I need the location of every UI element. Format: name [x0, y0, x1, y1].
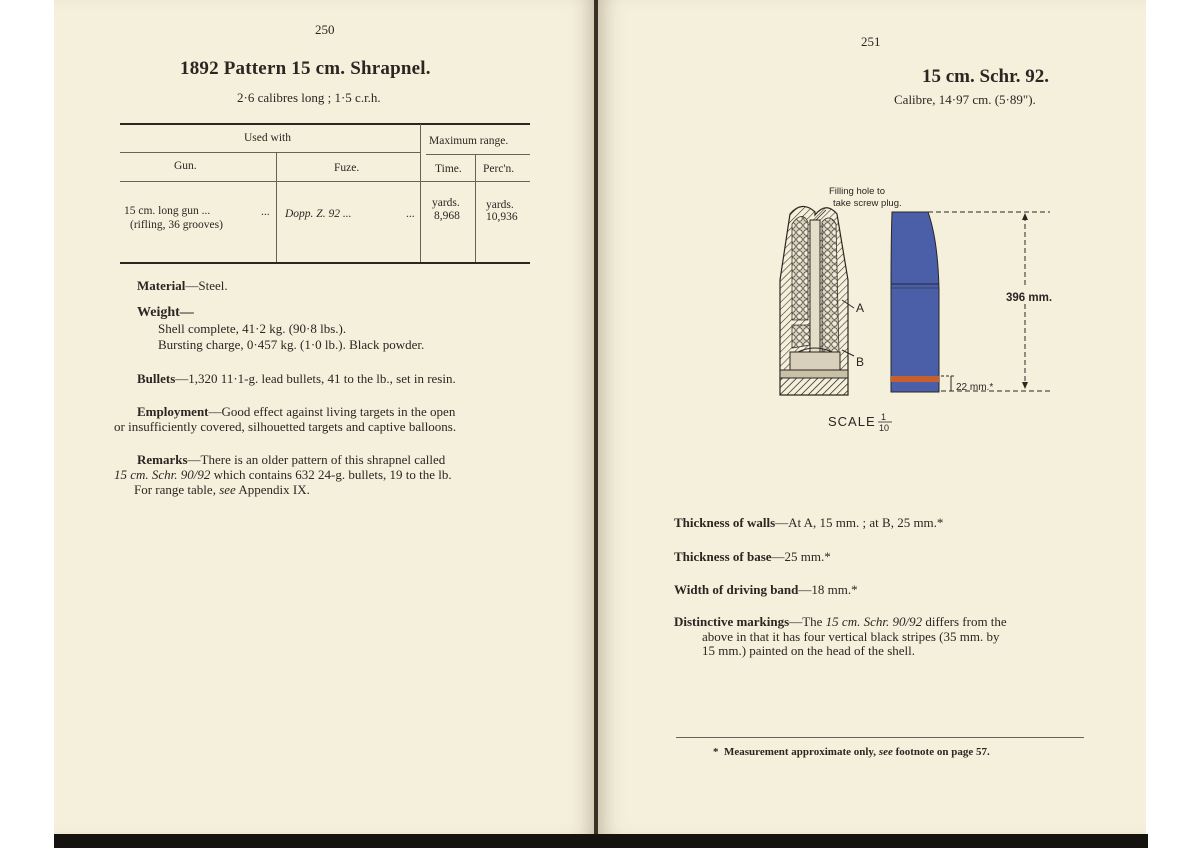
- cell-time-unit: yards.: [432, 197, 460, 209]
- weight-charge: Bursting charge, 0·457 kg. (1·0 lb.). Black powder.: [158, 337, 425, 352]
- footnote: * Measurement approximate only, see footnote on page 57.: [713, 746, 990, 758]
- page-title: 15 cm. Schr. 92.: [922, 66, 1050, 87]
- filling-hole-note-2: take screw plug.: [833, 198, 902, 209]
- cell-gun: 15 cm. long gun ...: [124, 205, 211, 217]
- header-max-range: Maximum range.: [429, 135, 509, 147]
- base-line: Thickness of base—25 mm.*: [674, 549, 831, 564]
- remarks-line2: 15 cm. Schr. 90/92 which contains 632 24-g. bullets, 19 to the lb.: [114, 467, 452, 482]
- label-b: B: [856, 355, 865, 369]
- markings-line3: 15 mm.) painted on the head of the shell.: [702, 643, 916, 658]
- page-title: 1892 Pattern 15 cm. Shrapnel.: [180, 58, 431, 79]
- cell-time-value: 8,968: [434, 210, 460, 222]
- header-percn: Perc'n.: [483, 163, 515, 175]
- walls-line: Thickness of walls—At A, 15 mm. ; at B, 25 mm.*: [674, 515, 944, 530]
- cell-percn-unit: yards.: [486, 199, 514, 211]
- employment-line2: or insufficiently covered, silhouetted targets and captive balloons.: [114, 419, 457, 434]
- band-dimension: 22 mm.*: [956, 382, 994, 393]
- header-used-with: Used with: [244, 132, 291, 144]
- weight-shell: Shell complete, 41·2 kg. (90·8 lbs.).: [158, 321, 347, 336]
- cell-percn-value: 10,936: [486, 211, 518, 223]
- scale-numerator: 1: [881, 412, 887, 422]
- right-page: [598, 0, 1146, 834]
- cell-fuze-leader: ...: [406, 208, 415, 220]
- label-a: A: [856, 301, 865, 315]
- markings-line1: Distinctive markings—The 15 cm. Schr. 90/92 differs from the: [674, 614, 1007, 629]
- left-page: [54, 0, 595, 834]
- markings-line2: above in that it has four vertical black stripes (35 mm. by: [702, 629, 1000, 644]
- header-fuze: Fuze.: [334, 162, 360, 174]
- filling-hole-note-1: Filling hole to: [829, 186, 885, 197]
- page-number: 251: [861, 34, 881, 49]
- header-time: Time.: [435, 163, 462, 175]
- length-dimension: 396 mm.: [1006, 292, 1053, 304]
- shell-diagram: [768, 180, 1078, 440]
- shell-exterior: [891, 212, 939, 392]
- remarks-line3: For range table, see Appendix IX.: [134, 482, 310, 497]
- header-gun: Gun.: [174, 160, 197, 172]
- bullets-line: Bullets—1,320 11·1-g. lead bullets, 41 to the lb., set in resin.: [137, 371, 456, 386]
- remarks-line1: Remarks—There is an older pattern of this shrapnel called: [137, 452, 446, 467]
- band-line: Width of driving band—18 mm.*: [674, 582, 858, 597]
- cell-fuze: Dopp. Z. 92 ...: [285, 208, 352, 220]
- material-line: Material—Steel.: [137, 278, 228, 293]
- subtitle: 2·6 calibres long ; 1·5 c.r.h.: [237, 90, 381, 105]
- shell-cross-section: [780, 206, 854, 395]
- book-edge-shadow: [54, 834, 1148, 848]
- page-number: 250: [315, 22, 335, 37]
- weight-label: Weight—: [137, 305, 194, 320]
- employment-line1: Employment—Good effect against living targets in the open: [137, 404, 456, 419]
- subtitle: Calibre, 14·97 cm. (5·89").: [894, 92, 1036, 107]
- cell-gun-leader: ...: [261, 206, 270, 218]
- scale-label: SCALE: [828, 414, 876, 429]
- scale-denominator: 10: [879, 423, 890, 433]
- cell-gun-note: (rifling, 36 grooves): [130, 219, 223, 231]
